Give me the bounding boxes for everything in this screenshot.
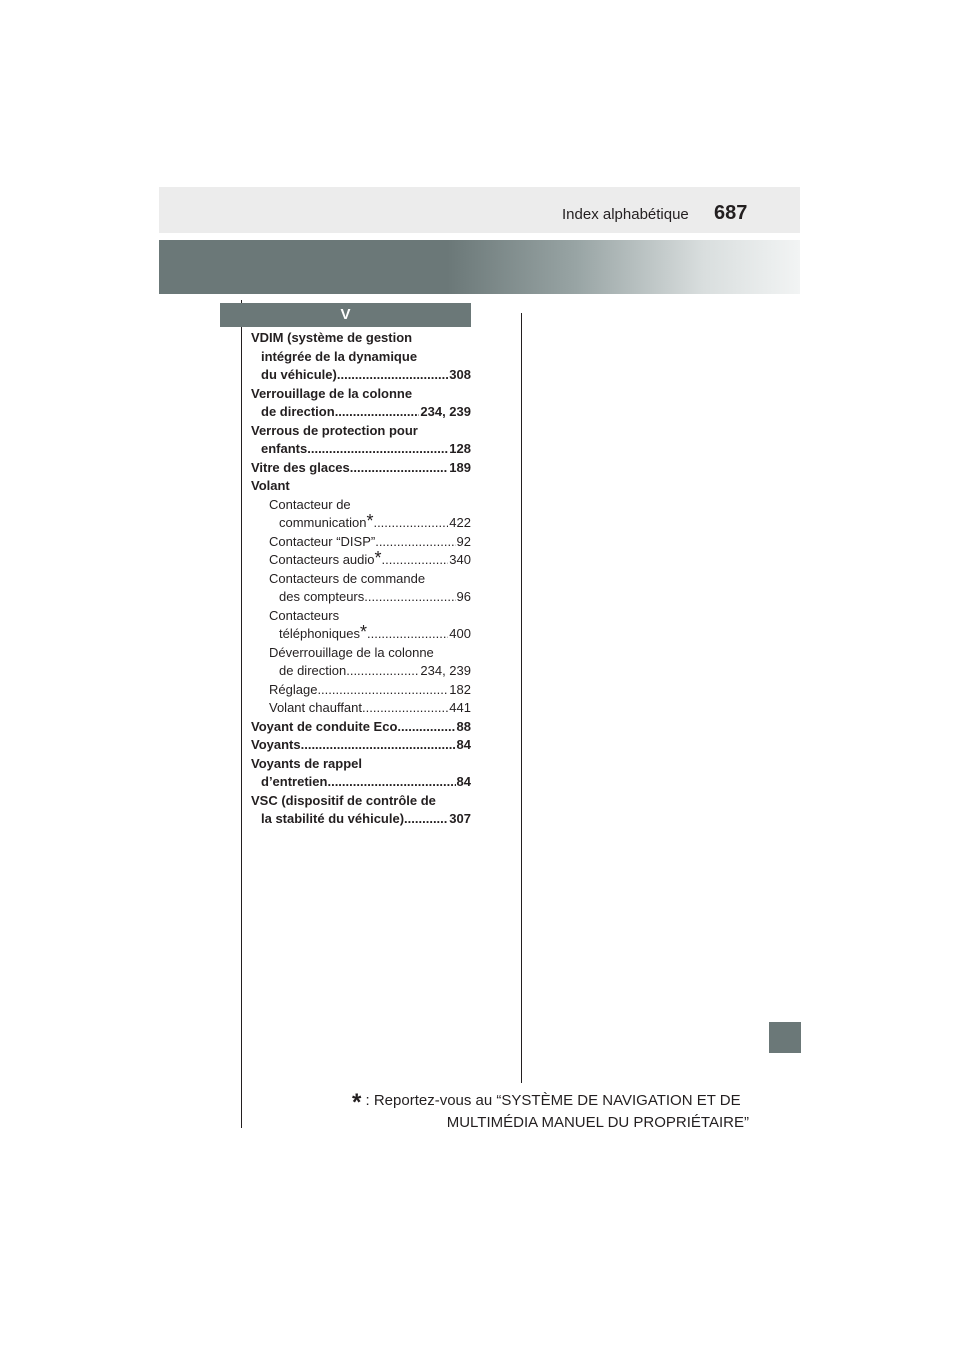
entry-text: la stabilité du véhicule) <box>261 811 405 826</box>
footnote-line-1: : Reportez-vous au “SYSTÈME DE NAVIGATION ET DE <box>365 1092 741 1109</box>
footnote-line-2: MULTIMÉDIA MANUEL DU PROPRIÉTAIRE” <box>446 1114 749 1131</box>
entry-page-ref: 234, 239 <box>420 404 471 419</box>
leader-dots <box>382 551 449 570</box>
entry-text: Volant <box>251 478 290 493</box>
section-letter-header: V <box>220 303 471 327</box>
leader-dots <box>362 699 448 718</box>
leader-dots <box>307 440 448 459</box>
entry-page-ref: 340 <box>449 552 471 567</box>
entry-text: téléphoniques <box>279 626 360 641</box>
index-entry <box>251 533 471 552</box>
footnote <box>352 1090 749 1134</box>
entry-text: Vitre des glaces <box>251 459 350 475</box>
index-entry <box>251 385 471 422</box>
entry-text: communication <box>279 515 367 530</box>
entry-text: de direction <box>261 404 335 419</box>
leader-dots <box>335 403 420 422</box>
leader-dots <box>397 718 455 737</box>
entry-page-ref: 84 <box>456 774 471 789</box>
index-entry <box>251 718 471 737</box>
entry-text: intégrée de la dynamique <box>261 348 418 364</box>
leader-dots <box>364 588 455 607</box>
entry-page-ref: 189 <box>449 459 471 475</box>
index-entry <box>251 477 471 496</box>
entry-text: des compteurs <box>279 589 365 604</box>
index-entry <box>251 422 471 459</box>
entry-page-ref: 92 <box>456 533 471 549</box>
entry-text: Réglage <box>269 681 318 697</box>
index-entry <box>251 736 471 755</box>
entry-page-ref: 441 <box>449 700 471 715</box>
entry-page-ref: 234, 239 <box>420 663 471 678</box>
entry-text: Volant chauffant <box>269 700 363 715</box>
leader-dots <box>350 459 449 478</box>
column-divider <box>521 313 522 1083</box>
chapter-side-tab <box>769 1022 801 1053</box>
entry-text: Verrouillage de la colonne <box>251 385 413 401</box>
leader-dots <box>301 736 456 755</box>
entry-text: Contacteurs <box>269 607 340 623</box>
index-entry <box>251 459 471 478</box>
index-entry <box>251 644 471 681</box>
leader-dots <box>375 533 455 552</box>
entry-text: VSC (dispositif de contrôle de <box>251 792 436 808</box>
left-column-rule <box>241 300 242 1128</box>
entry-text: Voyants de rappel <box>251 755 363 771</box>
entry-page-ref: 96 <box>456 589 471 604</box>
index-entry <box>251 570 471 607</box>
index-entry <box>251 329 471 385</box>
entry-page-ref: 84 <box>456 737 471 752</box>
index-entry: Contacteurs audio * ..... 340 <box>251 551 471 570</box>
entry-text: d’entretien <box>261 774 328 789</box>
entry-text: Déverrouillage de la colonne <box>269 644 434 660</box>
entry-page-ref: 307 <box>449 811 471 826</box>
entry-text: Verrous de protection pour <box>251 422 418 438</box>
index-entry <box>251 699 471 718</box>
entry-text: Contacteurs de commande <box>269 570 426 586</box>
leader-dots <box>317 681 448 700</box>
leader-dots <box>337 366 448 385</box>
index-entry <box>251 792 471 829</box>
chapter-band <box>159 240 800 294</box>
leader-dots <box>373 514 448 533</box>
index-entry: Contacteurs téléphoniques * ..... 400 <box>251 607 471 644</box>
index-entry <box>251 681 471 700</box>
entry-text: VDIM (système de gestion <box>251 330 413 345</box>
leader-dots <box>367 625 448 644</box>
entry-text: Contacteurs audio <box>269 552 375 567</box>
footnote-star-icon: * <box>352 1089 362 1116</box>
entry-text: du véhicule) <box>261 367 337 382</box>
leader-dots <box>327 773 455 792</box>
entry-page-ref: 182 <box>449 681 471 697</box>
header-bar <box>159 187 800 233</box>
entry-page-ref: 308 <box>449 367 471 382</box>
index-entry <box>251 755 471 792</box>
leader-dots <box>346 662 419 681</box>
header-title: Index alphabétique <box>562 206 689 223</box>
entry-text: Contacteur de <box>269 496 351 512</box>
entry-page-ref: 400 <box>449 626 471 641</box>
entry-text: de direction <box>279 663 347 678</box>
entry-page-ref: 88 <box>456 718 471 734</box>
entry-page-ref: 422 <box>449 515 471 530</box>
entry-text: Voyants <box>251 737 301 752</box>
leader-dots <box>404 810 448 829</box>
entry-page-ref: 128 <box>449 441 471 456</box>
entry-text: Contacteur “DISP” <box>269 533 376 549</box>
page-number: 687 <box>714 202 748 224</box>
index-entry: Contacteur de communication * ..... 422 <box>251 496 471 533</box>
entry-text: Voyant de conduite Eco <box>251 718 398 734</box>
entry-text: enfants <box>261 441 308 456</box>
index-entries-list <box>251 329 471 829</box>
